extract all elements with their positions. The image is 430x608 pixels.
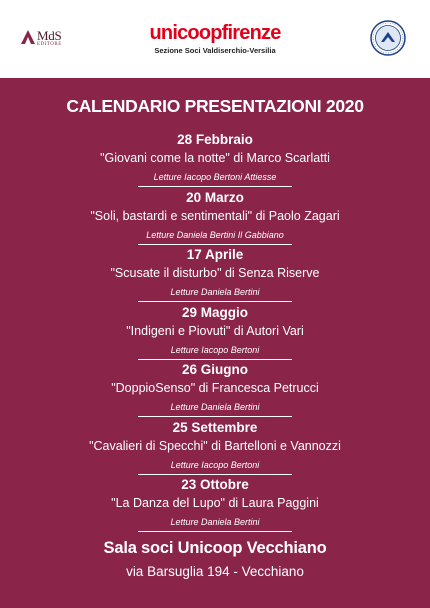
publisher-logo: [21, 28, 87, 52]
publisher-subtext: EDITORE: [37, 42, 62, 47]
event-item: [0, 304, 430, 362]
event-divider: [138, 474, 292, 475]
event-list: [0, 131, 430, 534]
event-divider: [138, 186, 292, 187]
event-item: [0, 476, 430, 534]
publisher-name: MdS: [37, 28, 62, 43]
event-item: [0, 246, 430, 304]
event-readings: Letture Daniela Bertini: [170, 517, 260, 527]
event-readings: Letture Iacopo Bertoni Attiesse: [153, 172, 277, 182]
event-item: [0, 419, 430, 477]
venue-name: Sala soci Unicoop Vecchiano: [103, 539, 327, 557]
event-work: "Scusate il disturbo" di Senza Riserve: [110, 266, 320, 280]
event-item: [0, 131, 430, 189]
unicoop-logo: [140, 22, 290, 62]
event-readings: Letture Daniela Bertini Il Gabbiano: [146, 229, 284, 240]
event-divider: [138, 244, 292, 245]
venue-address: via Barsuglia 194 - Vecchiano: [126, 564, 304, 579]
page-title: CALENDARIO PRESENTAZIONI 2020: [66, 96, 364, 116]
event-divider: [138, 301, 292, 302]
event-work: "Indigeni e Piovuti" di Autori Vari: [126, 323, 304, 338]
event-work: "Soli, bastardi e sentimentali" di Paolo Zagari: [90, 208, 340, 223]
event-date: 23 Ottobre: [181, 477, 249, 492]
event-date: 26 Giugno: [181, 362, 248, 377]
event-readings: Letture Iacopo Bertoni: [170, 459, 260, 470]
event-work: "Cavalieri di Specchi" di Bartelloni e Vannozzi: [89, 438, 341, 453]
event-item: [0, 189, 430, 247]
brand-name: unicoopfirenze: [149, 22, 281, 44]
event-date: 20 Marzo: [186, 189, 244, 205]
header-bar: [0, 0, 430, 78]
event-divider: [138, 531, 292, 532]
event-date: 28 Febbraio: [177, 132, 253, 147]
event-readings: Letture Daniela Bertini: [170, 402, 260, 412]
event-readings: Letture Daniela Bertini: [170, 287, 260, 297]
mds-mark-icon: [21, 30, 35, 44]
event-work: "DoppioSenso" di Francesca Petrucci: [111, 381, 319, 395]
event-work: "La Danza del Lupo" di Laura Paggini: [111, 496, 319, 510]
society-seal-icon: [370, 20, 406, 56]
event-divider: [138, 416, 292, 417]
event-divider: [138, 359, 292, 360]
event-date: 25 Settembre: [172, 419, 258, 435]
event-readings: Letture Iacopo Bertoni: [170, 344, 260, 355]
event-date: 29 Maggio: [181, 304, 248, 320]
event-item: [0, 361, 430, 419]
event-date: 17 Aprile: [186, 247, 244, 262]
event-work: "Giovani come la notte" di Marco Scarlatti: [100, 151, 330, 165]
brand-subtitle: Sezione Soci Valdiserchio-Versilia: [154, 46, 276, 55]
